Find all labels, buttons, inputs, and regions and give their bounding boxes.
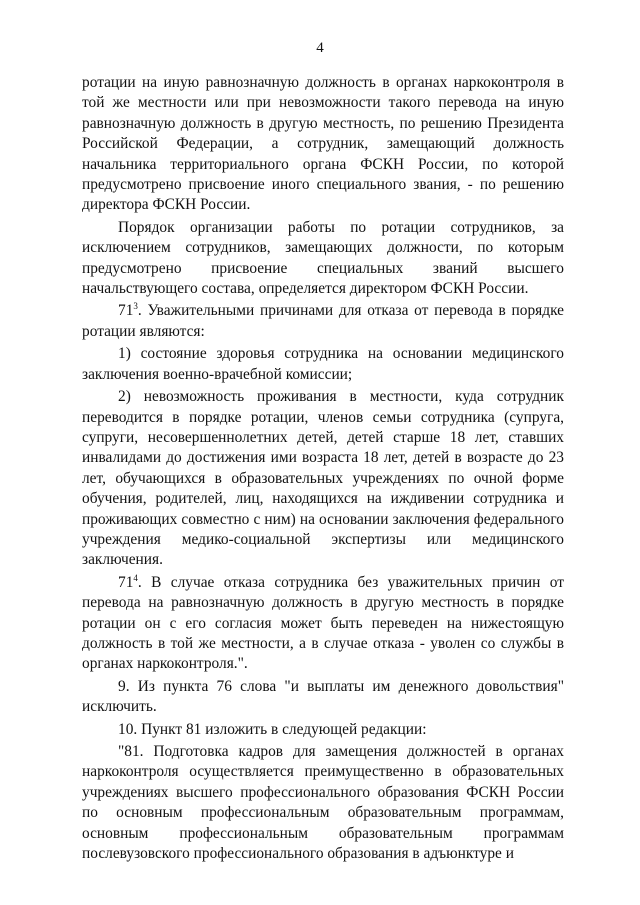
paragraph-81: "81. Подготовка кадров для замещения должностей в органах наркоконтроля осуществляется преимущественно в образовательных учреждениях высшего профессионального образования ФСКН России по основным профессиональным образовательным программам, основным профессиональным образовательным программам послевузовского профессионального образования в адъюнктуре и [82,743,564,863]
paragraph-superscript: 4 [133,572,138,583]
paragraph-number: 71 [118,302,134,320]
paragraph-number: 71 [118,573,134,591]
paragraph-item-9: 9. Из пункта 76 слова "и выплаты им денежного довольствия" исключить. [82,677,564,716]
paragraph-text: . Уважительными причинами для отказа от перевода в порядке ротации являются: [82,302,564,340]
paragraph-continuation: ротации на иную равнозначную должность в органах наркоконтроля в той же местности или при невозможности такого перевода на иную равнозначную должность в другую местность, по решению Президента Российской Федерации, а сотрудник, замещающий должность начальника территориального органа ФСКН России, по которой предусмотрено присвоение иного специального звания, - по решению директора ФСКН России. [82,74,564,214]
document-body [82,73,564,866]
paragraph-superscript: 3 [133,301,138,312]
list-item-1: 1) состояние здоровья сотрудника на основании медицинского заключения военно-врачебной комиссии; [82,345,564,383]
paragraph-rotation-order: Порядок организации работы по ротации сотрудников, за исключением сотрудников, замещающих должности, по которым предусмотрено присвоение специальных званий высшего начальствующего состава, определяется директором ФСКН России. [82,218,564,298]
paragraph-text: . В случае отказа сотрудника без уважительных причин от перевода на равнозначную должность в другую местность в порядке ротации он с его согласия может быть переведен на нижестоящую должность в той же местности, а в случае отказа - уволен со службы в органах наркоконтроля.". [82,573,564,673]
page-number: 4 [316,40,324,56]
paragraph-item-10: 10. Пункт 81 изложить в следующей редакции: [118,720,427,738]
paragraph-71-4 [82,573,564,675]
paragraph-71-3 [82,301,564,342]
list-item-2: 2) невозможность проживания в местности, куда сотрудник переводится в порядке ротации, членов семьи сотрудника (супруга, супруги, несовершеннолетних детей, детей старше 18 лет, ставших инвалидами до достижения ими возраста 18 лет, детей в возрасте до 23 лет, обучающихся в образовательных учреждениях по очной форме обучения, родителей, лиц, находящихся на иждивении сотрудника и проживающих совместно с ним) на основании заключения федерального учреждения медико-социальной экспертизы или медицинского заключения. [82,388,564,569]
